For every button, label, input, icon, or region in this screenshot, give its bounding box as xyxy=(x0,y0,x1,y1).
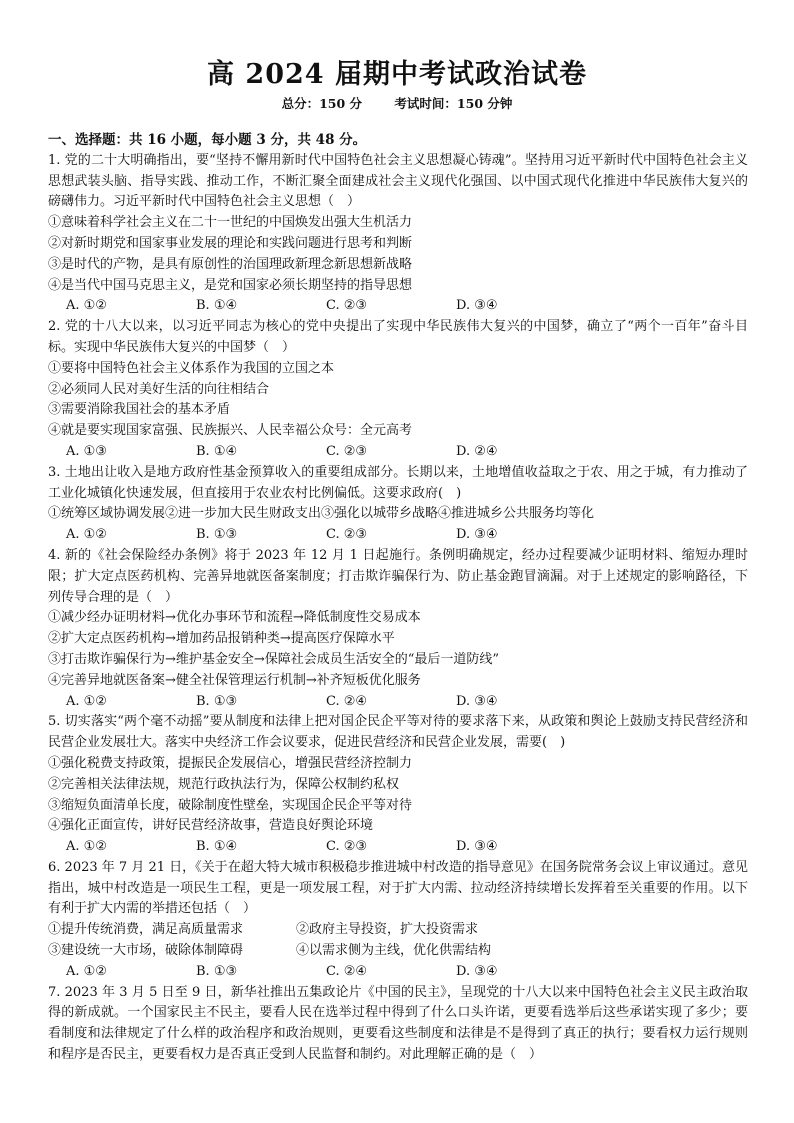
answer-choice-c: C. ②④ xyxy=(326,963,368,979)
option: ④完善异地就医备案→健全社保管理运行机制→补齐短板优化服务 xyxy=(48,672,421,688)
option: ①减少经办证明材料→优化办事环节和流程→降低制度性交易成本 xyxy=(48,610,421,626)
option: ③需要消除我国社会的基本矛盾 xyxy=(48,402,231,418)
answer-choices xyxy=(48,296,748,317)
option: ③建设统一大市场，破除体制障碍 xyxy=(48,943,244,959)
option: ③是时代的产物，是具有原创性的治国理政新理念新思想新战略 xyxy=(48,256,413,272)
option: ④就是要实现国家富强、民族振兴、人民幸福公众号：全元高考 xyxy=(48,423,413,439)
answer-choices xyxy=(48,692,748,713)
answer-choice-c: C. ②③ xyxy=(326,298,368,314)
option-row xyxy=(48,920,748,941)
answer-choice-b: B. ①③ xyxy=(196,963,238,979)
question-text: 1. 党的二十大明确指出，要“坚持不懈用新时代中国特色社会主义思想凝心铸魂”。坚持用习近平新时代中国特色社会主义思想武装头脑、指导实践、推动工作，不断汇聚全面建成社会主义现代化强国、以中国式现代化推进中华民族伟大复兴的磅礴伟力。习近平新时代中国特色社会主义思想（ ） xyxy=(48,152,748,210)
answer-choice-d: D. ②④ xyxy=(456,443,498,459)
exam-time: 考试时间：150 分钟 xyxy=(394,96,513,111)
answer-choices xyxy=(48,525,748,546)
option: ①要将中国特色社会主义体系作为我国的立国之本 xyxy=(48,360,335,376)
question-text: 7. 2023 年 3 月 5 日至 9 日，新华社推出五集政论片《中国的民主》，呈现党的十八大以来中国特色社会主义民主政治取得的新成就。一个国家民主不民主，要看人民在选举过程中得到了什么口头许诺，更要看选举后这些承诺实现了多少；要看制度和法律规定了什么样的政治程序和政治规则，更要看这些制度和法律是不是得到了真正的执行；要看权力运行规则和程序是否民主，更要看权力是否真正受到人民监督和制约。对此理解正确的是（ ） xyxy=(48,984,748,1063)
question-2 xyxy=(48,317,748,463)
option: ④是当代中国马克思主义，是党和国家必须长期坚持的指导思想 xyxy=(48,277,413,293)
section-heading: 一、选择题：共 16 小题，每小题 3 分，共 48 分。 xyxy=(48,132,367,148)
answer-choice-d: D. ③④ xyxy=(456,298,498,314)
question-4 xyxy=(48,546,748,712)
question-text: 4. 新的《社会保险经办条例》将于 2023 年 12 月 1 日起施行。条例明确规定，经办过程要减少证明材料、缩短办理时限；扩大定点医药机构、完善异地就医备案制度；打击欺诈骗保行为、防止基金跑冒滴漏。对于上述规定的影响路径，下列传导合理的是（ ） xyxy=(48,547,748,605)
option: ③打击欺诈骗保行为→维护基金安全→保障社会成员生活安全的“最后一道防线” xyxy=(48,651,500,667)
total-score: 总分：150 分 xyxy=(281,96,363,111)
question-5 xyxy=(48,712,748,858)
answer-choices xyxy=(48,837,748,858)
option: ④强化正面宣传，讲好民营经济故事，营造良好舆论环境 xyxy=(48,818,374,834)
answer-choices xyxy=(48,442,748,463)
option-row xyxy=(48,941,748,962)
question-text: 2. 党的十八大以来，以习近平同志为核心的党中央提出了实现中华民族伟大复兴的中国梦，确立了“两个一百年”奋斗目标。实现中华民族伟大复兴的中国梦（ ） xyxy=(48,319,748,355)
option: ②必须同人民对美好生活的向往相结合 xyxy=(48,381,270,397)
question-text: 3. 土地出让收入是地方政府性基金预算收入的重要组成部分。长期以来，土地增值收益取之于农、用之于城，有力推动了工业化城镇化快速发展，但直接用于农业农村比例偏低。这要求政府( ) xyxy=(48,464,748,501)
option: ②扩大定点医药机构→增加药品报销种类→提高医疗保障水平 xyxy=(48,631,395,647)
question-7 xyxy=(48,983,748,1066)
answer-choice-b: B. ①④ xyxy=(196,839,238,855)
question-6 xyxy=(48,858,748,983)
answer-choice-a: A. ①② xyxy=(66,963,107,979)
option: ③缩短负面清单长度，破除制度性壁垒，实现国企民企平等对待 xyxy=(48,797,413,813)
answer-choice-d: D. ③④ xyxy=(456,693,498,709)
exam-meta xyxy=(0,94,794,112)
question-text: 5. 切实落实“两个毫不动摇”要从制度和法律上把对国企民企平等对待的要求落下来，从政策和舆论上鼓励支持民营经济和民营企业发展壮大。落实中央经济工作会议要求，促进民营经济和民营企业发展，需要( ) xyxy=(48,714,748,751)
answer-choice-b: B. ①④ xyxy=(196,443,238,459)
answer-choice-a: A. ①② xyxy=(66,527,107,543)
answer-choice-a: A. ①③ xyxy=(66,443,107,459)
option: ①意味着科学社会主义在二十一世纪的中国焕发出强大生机活力 xyxy=(48,215,413,231)
answer-choice-c: C. ②③ xyxy=(326,443,368,459)
answer-choice-c: C. ②③ xyxy=(326,839,368,855)
answer-choice-b: B. ①③ xyxy=(196,693,238,709)
option: ④以需求侧为主线，优化供需结构 xyxy=(296,943,492,959)
question-1 xyxy=(48,151,748,317)
option: ②政府主导投资，扩大投资需求 xyxy=(296,922,479,938)
page-title: 高 2024 届期中考试政治试卷 xyxy=(207,59,587,90)
answer-choice-a: A. ①② xyxy=(66,298,107,314)
exam-content xyxy=(48,130,748,1066)
answer-choice-a: A. ①② xyxy=(66,839,107,855)
answer-choices xyxy=(48,962,748,983)
answer-choice-b: B. ①③ xyxy=(196,527,238,543)
option: ②完善相关法律法规，规范行政执法行为，保障公权制约私权 xyxy=(48,776,400,792)
answer-choice-c: C. ②③ xyxy=(326,527,368,543)
answer-choice-d: D. ③④ xyxy=(456,963,498,979)
question-text: 6. 2023 年 7 月 21 日，《关于在超大特大城市积极稳步推进城中村改造的指导意见》在国务院常务会议上审议通过。意见指出，城中村改造是一项民生工程，更是一项发展工程，对于扩大内需、拉动经济持续增长发挥着至关重要的作用。以下有利于扩大内需的举措还包括（ ） xyxy=(48,859,748,917)
answer-choice-d: D. ③④ xyxy=(456,527,498,543)
option: ①强化税费支持政策，提振民企发展信心，增强民营经济控制力 xyxy=(48,755,413,771)
answer-choice-c: C. ②④ xyxy=(326,693,368,709)
answer-choice-b: B. ①④ xyxy=(196,298,238,314)
option: ②对新时期党和国家事业发展的理论和实践问题进行思考和判断 xyxy=(48,235,413,251)
answer-choice-a: A. ①② xyxy=(66,693,107,709)
option: ①统筹区域协调发展②进一步加大民生财政支出③强化以城带乡战略④推进城乡公共服务均等化 xyxy=(48,506,595,522)
option: ①提升传统消费，满足高质量需求 xyxy=(48,922,244,938)
question-3 xyxy=(48,463,748,546)
answer-choice-d: D. ③④ xyxy=(456,839,498,855)
